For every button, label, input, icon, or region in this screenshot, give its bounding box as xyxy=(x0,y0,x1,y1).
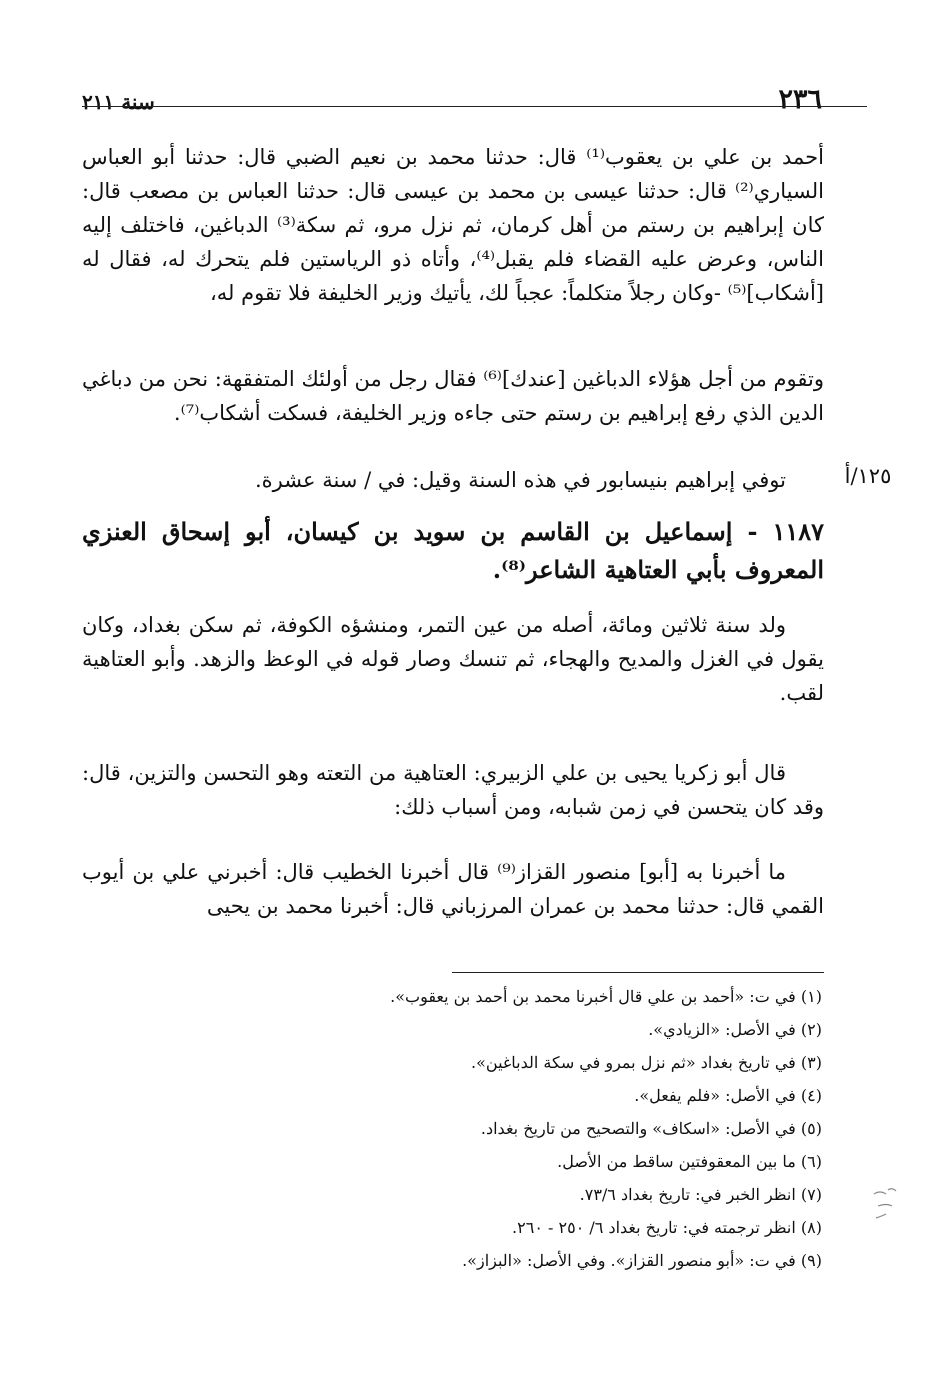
pencil-mark-icon xyxy=(870,1184,910,1224)
footnote-8: (٨) انظر ترجمته في: تاريخ بغداد ٦/ ٢٥٠ - ٢٦٠. xyxy=(512,1218,822,1237)
footnote-5: (٥) في الأصل: «اسكاف» والتصحيح من تاريخ بغداد. xyxy=(480,1119,822,1138)
footnote-1: (١) في ت: «أحمد بن علي قال أخبرنا محمد بن أحمد بن يعقوب». xyxy=(390,987,822,1006)
paragraph-5: ولد سنة ثلاثين ومائة، أصله من عين التمر، ومنشؤه الكوفة، ثم سكن بغداد، وكان يقول في الغزل والمديح والهجاء، ثم تنسك وصار قوله في الوعظ والزهد. وأبو العتاهية لقب. xyxy=(82,613,824,705)
footnote-6: (٦) ما بين المعقوفتين ساقط من الأصل. xyxy=(557,1152,822,1171)
page-header xyxy=(82,84,822,124)
footnote-rule xyxy=(452,972,824,973)
paragraph-1: أحمد بن علي بن يعقوب⁽¹⁾ قال: حدثنا محمد بن نعيم الضبي قال: حدثنا أبو العباس السياري⁽²⁾ قال: حدثنا عيسى بن محمد بن عيسى قال: حدثنا العباس بن مصعب قال: كان إبراهيم بن رستم من أهل كرمان، ثم نزل مرو، ثم سكة⁽³⁾ الدباغين، فاختلف إليه الناس، وعرض عليه القضاء فلم يقبل⁽⁴⁾، وأتاه ذو الرياستين فلم يتحرك له، فقال له [أشكاب]⁽⁵⁾ -وكان رجلاً متكلماً: عجباً لك، يأتيك وزير الخليفة فلا تقوم له، xyxy=(82,145,824,305)
page-number: ٢٣٦ xyxy=(778,84,822,115)
entry-title: ١١٨٧ - إسماعيل بن القاسم بن سويد بن كيسان، أبو إسحاق العنزي المعروف بأبي العتاهية الشاعر⁽⁸⁾. xyxy=(82,517,824,584)
margin-folio-note: ١٢٥/أ xyxy=(844,464,892,488)
footnotes xyxy=(82,980,824,1277)
paragraph-7: ما أخبرنا به [أبو] منصور القزاز⁽⁹⁾ قال أخبرنا الخطيب قال: أخبرني علي بن أيوب القمي قال: حدثنا محمد بن عمران المرزباني قال: أخبرنا محمد بن يحيى xyxy=(82,860,824,918)
footnote-3: (٣) في تاريخ بغداد «ثم نزل بمرو في سكة الدباغين». xyxy=(471,1053,822,1072)
running-head: سنة ٢١١ xyxy=(82,90,155,114)
paragraph-3: توفي إبراهيم بنيسابور في هذه السنة وقيل: في / سنة عشرة. xyxy=(255,468,786,492)
paragraph-2: وتقوم من أجل هؤلاء الدباغين [عندك]⁽⁶⁾ فقال رجل من أولئك المتفقهة: نحن من دباغي الدين الذي رفع إبراهيم بن رستم حتى جاءه وزير الخليفة، فسكت أشكاب⁽⁷⁾. xyxy=(82,367,824,425)
footnote-7: (٧) انظر الخبر في: تاريخ بغداد ٧٣/٦. xyxy=(579,1185,822,1204)
footnote-4: (٤) في الأصل: «فلم يفعل». xyxy=(634,1086,822,1105)
footnote-2: (٢) في الأصل: «الزيادي». xyxy=(648,1020,822,1039)
paragraph-6: قال أبو زكريا يحيى بن علي الزبيري: العتاهية من التعته وهو التحسن والتزين، قال: وقد كان يتحسن في زمن شبابه، ومن أسباب ذلك: xyxy=(82,761,824,819)
header-rule xyxy=(82,106,867,107)
footnote-9: (٩) في ت: «أبو منصور القزاز». وفي الأصل: «البزاز». xyxy=(462,1251,822,1270)
